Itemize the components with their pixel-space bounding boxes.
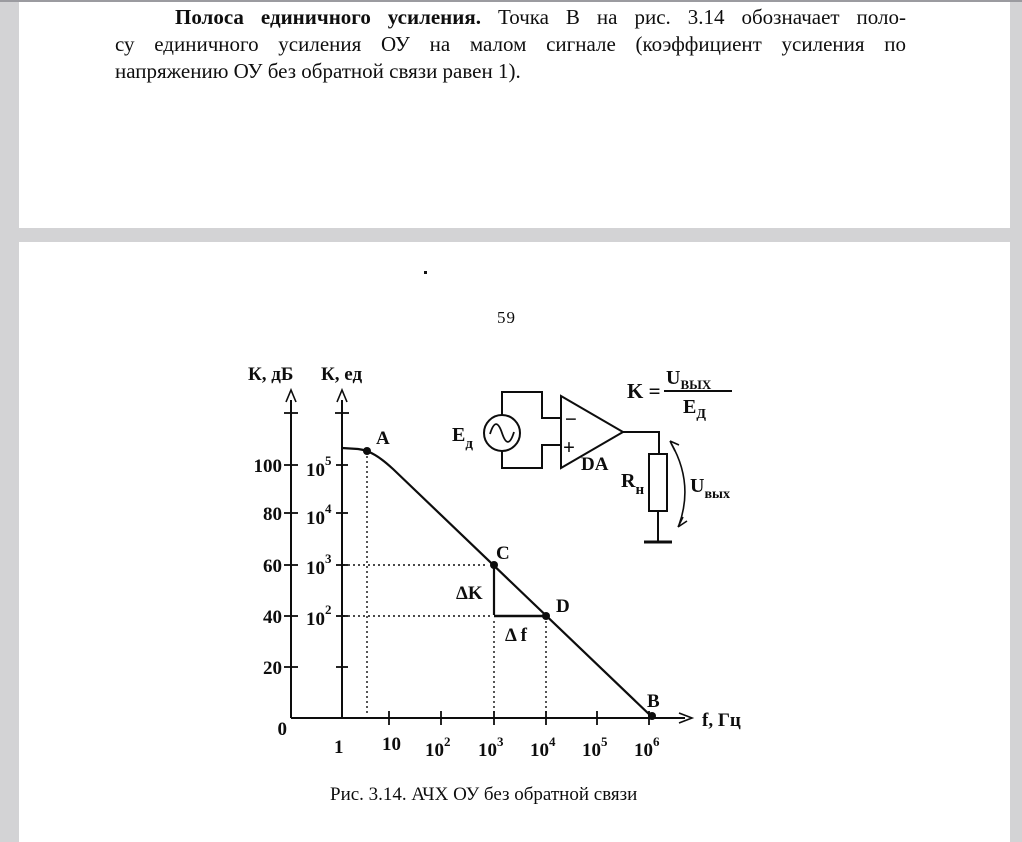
formula-numerator: $U_{ВЫХ}$ [666, 367, 712, 392]
x-tick-1e3: $10^3$ [478, 734, 504, 761]
uout-arrow-top [670, 441, 679, 451]
wire-to-inverting-input [502, 392, 560, 418]
point-d-dot [542, 612, 550, 620]
opamp-designator: DA [581, 454, 609, 475]
delta-k-label: ΔK [456, 583, 483, 604]
point-c-label: C [496, 543, 510, 564]
stray-dot-mark [424, 271, 427, 274]
frequency-response-curve [342, 448, 652, 717]
gain-formula [627, 367, 732, 422]
source-label: $Е_д$ [452, 424, 473, 452]
x-tick-1: 1 [334, 737, 344, 758]
unit-tick-labels [306, 453, 332, 630]
x-tick-1e6: $10^6$ [634, 734, 660, 761]
x-tick-1e4: $10^4$ [530, 734, 556, 761]
point-a-dot [363, 447, 371, 455]
point-a-label: A [376, 428, 390, 449]
delta-f-label: Δ f [505, 625, 527, 646]
db-tick-20: 20 [263, 658, 282, 679]
db-tick-60: 60 [263, 556, 282, 577]
text-panel [19, 2, 1010, 228]
output-voltage-label: $U_{вых}$ [690, 475, 730, 502]
paragraph-lead-bold: Полоса единичного усиления. [175, 5, 481, 29]
load-resistor-label: $R_н$ [621, 470, 645, 498]
unit-tick-1e2: $10^2$ [306, 602, 332, 630]
point-b-dot [648, 712, 656, 720]
noninverting-input-sign: + [563, 435, 575, 459]
wire-output [623, 432, 659, 454]
unit-tick-1e4: $10^4$ [306, 501, 332, 529]
paragraph-line-3: напряжению ОУ без обратной связи равен 1). [115, 59, 521, 83]
figure-caption: Рис. 3.14. АЧХ ОУ без обратной связи [330, 784, 638, 805]
x-axis-label: f, Гц [702, 710, 741, 731]
x-tick-10: 10 [382, 734, 401, 755]
y-axis-units-label: К, ед [321, 364, 363, 385]
db-tick-40: 40 [263, 607, 282, 628]
paragraph-line-1 [175, 5, 906, 30]
y-axis-db-label: К, дБ [248, 364, 294, 385]
point-b-label: B [647, 691, 660, 712]
unit-tick-1e5: $10^5$ [306, 453, 332, 481]
paragraph-line-1-rest: Точка В на рис. 3.14 обозначает поло- [481, 5, 906, 29]
paragraph-line-2: су единичного усиления ОУ на малом сигнале (коэффициент усиления по [115, 32, 906, 56]
point-d-label: D [556, 596, 570, 617]
db-tick-labels [254, 456, 283, 679]
origin-label: 0 [277, 719, 287, 740]
point-labels [376, 428, 660, 712]
db-tick-100: 100 [253, 456, 282, 477]
x-tick-1e5: $10^5$ [582, 734, 608, 761]
x-tick-labels [334, 734, 660, 761]
formula-lhs: K = [627, 379, 661, 403]
figure-panel [19, 242, 1010, 842]
db-tick-80: 80 [263, 504, 282, 525]
load-resistor-icon [649, 454, 667, 511]
page-number: 59 [497, 308, 516, 327]
uout-arc-arrow [671, 443, 685, 525]
figure-3-14 [235, 350, 749, 780]
unit-tick-1e3: $10^3$ [306, 551, 332, 579]
inverting-input-sign: − [565, 407, 577, 431]
x-tick-1e2: $10^2$ [425, 734, 451, 761]
formula-denominator: $Е_Д$ [683, 396, 706, 422]
